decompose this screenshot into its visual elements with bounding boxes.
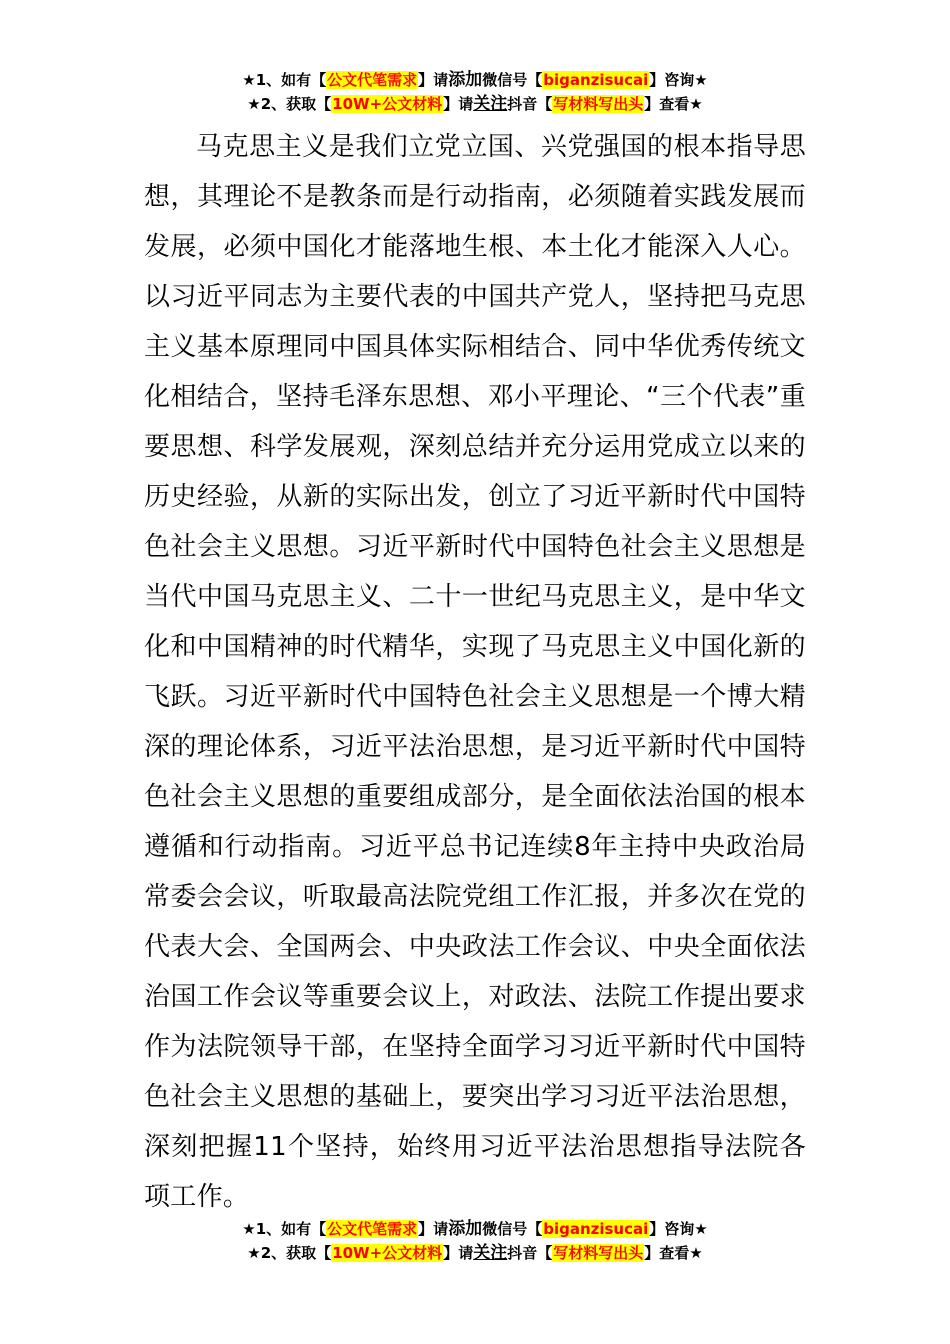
highlight-materials: 10W+公文材料 (332, 95, 443, 113)
banner-text: 微信号【 (482, 1220, 543, 1238)
banner-text: 2、获取【 (260, 1244, 332, 1262)
emphasis-add: 添加 (448, 70, 483, 90)
footer-banner (0, 1217, 950, 1265)
banner-text: 2、获取【 (260, 95, 332, 113)
star-icon: ★ (242, 71, 256, 89)
header-banner (0, 68, 950, 116)
emphasis-follow: 关注 (473, 94, 508, 114)
star-icon: ★ (247, 1244, 261, 1262)
banner-line-2 (0, 92, 950, 116)
highlight-douyin-account: 写材料写出头 (553, 95, 644, 113)
banner-line-1 (0, 68, 950, 92)
banner-text: 】请 (418, 1220, 449, 1238)
emphasis-follow: 关注 (473, 1243, 508, 1263)
banner-text: 】请 (418, 71, 449, 89)
banner-text: 1、如有【 (255, 1220, 327, 1238)
banner-text: 】查看★ (644, 95, 703, 113)
highlight-ghostwriting: 公文代笔需求 (327, 71, 418, 89)
banner-text: 】咨询★ (649, 71, 708, 89)
banner-text: 】查看★ (644, 1244, 703, 1262)
star-icon: ★ (242, 1220, 256, 1238)
banner-line-1 (0, 1217, 950, 1241)
banner-text: 】咨询★ (649, 1220, 708, 1238)
banner-line-2 (0, 1241, 950, 1265)
highlight-douyin-account: 写材料写出头 (553, 1244, 644, 1262)
banner-text: 抖音【 (507, 95, 553, 113)
body-paragraph: 马克思主义是我们立党立国、兴党强国的根本指导思想，其理论不是教条而是行动指南，必须随着实践发展而发展，必须中国化才能落地生根、本土化才能深入人心。以习近平同志为主要代表的中国共产党人，坚持把马克思主义基本原理同中国具体实际相结合、同中华优秀传统文化相结合，坚持毛泽东思想、邓小平理论、“三个代表”重要思想、科学发展观，深刻总结并充分运用党成立以来的历史经验，从新的实际出发，创立了习近平新时代中国特色社会主义思想。习近平新时代中国特色社会主义思想是当代中国马克思主义、二十一世纪马克思主义，是中华文化和中国精神的时代精华，实现了马克思主义中国化新的飞跃。习近平新时代中国特色社会主义思想是一个博大精深的理论体系，习近平法治思想，是习近平新时代中国特色社会主义思想的重要组成部分，是全面依法治国的根本遵循和行动指南。习近平总书记连续8年主持中央政治局常委会会议，听取最高法院党组工作汇报，并多次在党的代表大会、全国两会、中央政法工作会议、中央全面依法治国工作会议等重要会议上，对政法、法院工作提出要求作为法院领导干部，在坚持全面学习习近平新时代中国特色社会主义思想的基础上，要突出学习习近平法治思想，深刻把握11个坚持，始终用习近平法治思想指导法院各项工作。 (144, 132, 806, 1212)
star-icon: ★ (247, 95, 261, 113)
banner-text: 】请 (443, 1244, 474, 1262)
banner-text: 】请 (443, 95, 474, 113)
highlight-wechat-id: biganzisucai (543, 1220, 649, 1238)
banner-text: 微信号【 (482, 71, 543, 89)
banner-text: 1、如有【 (255, 71, 327, 89)
emphasis-add: 添加 (448, 1219, 483, 1239)
banner-text: 抖音【 (507, 1244, 553, 1262)
highlight-materials: 10W+公文材料 (332, 1244, 443, 1262)
highlight-ghostwriting: 公文代笔需求 (327, 1220, 418, 1238)
highlight-wechat-id: biganzisucai (543, 71, 649, 89)
